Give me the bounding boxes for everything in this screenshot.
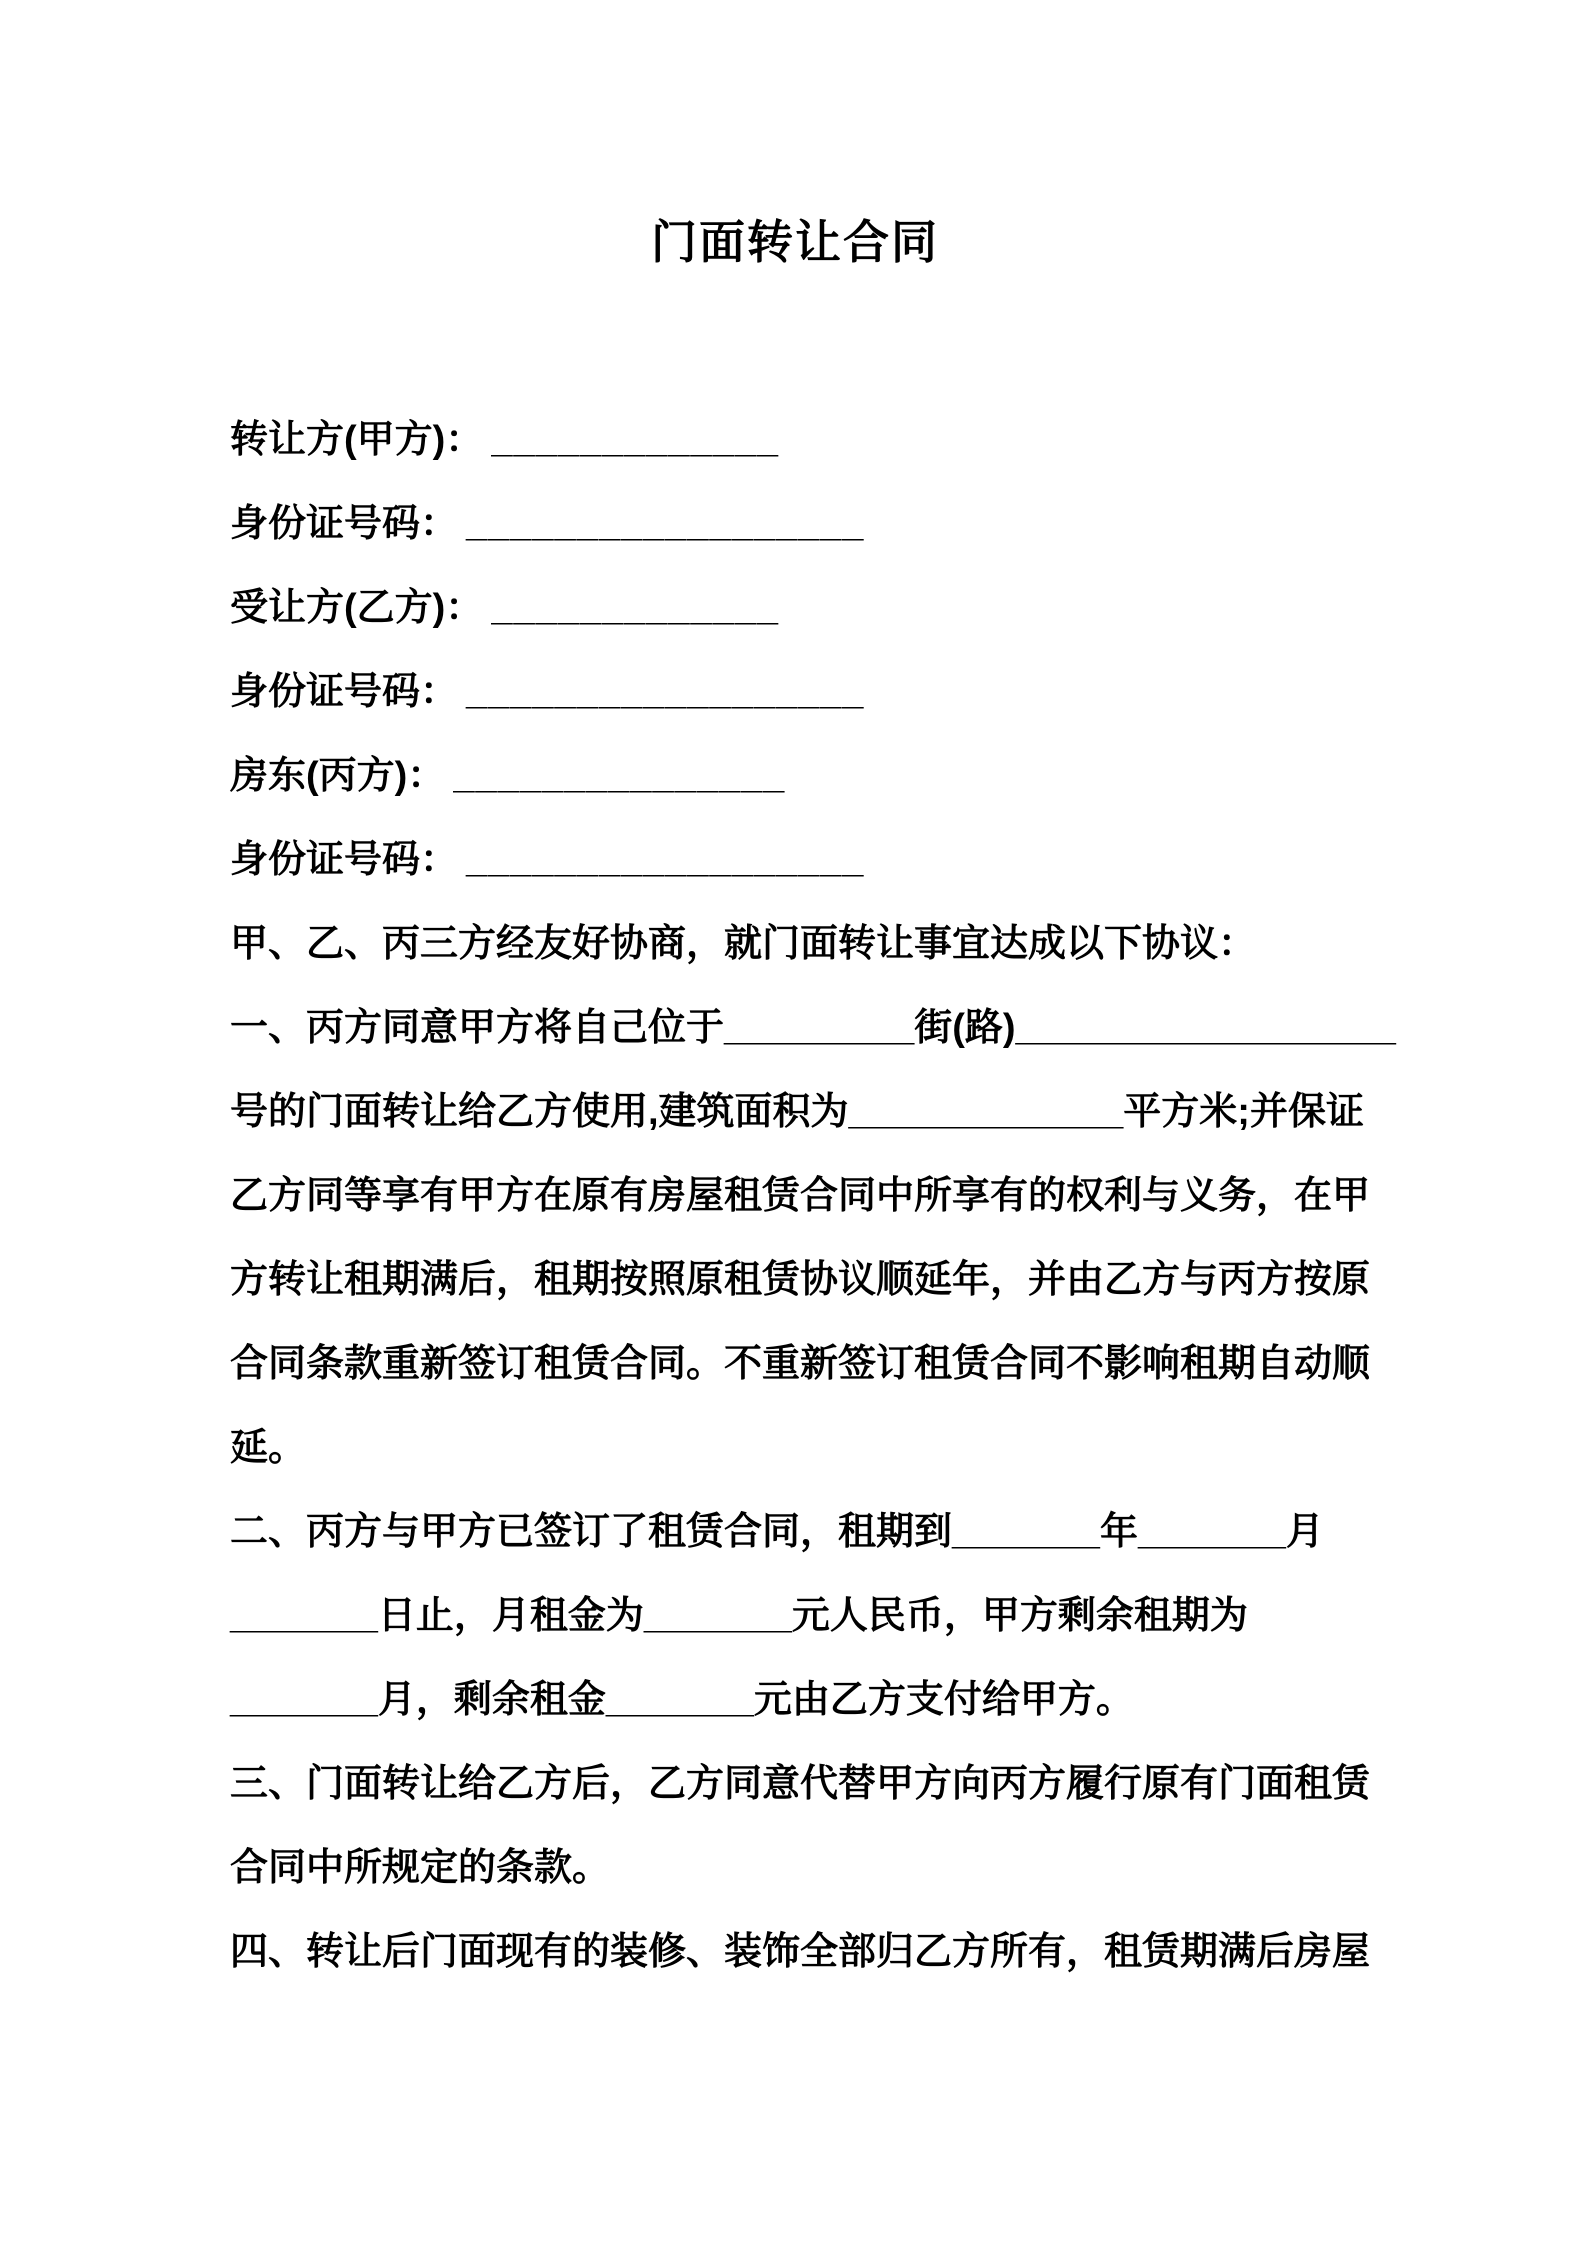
clause-2-line-1: 二、丙方与甲方已签订了租赁合同，租期到_______年_______月: [230, 1511, 1324, 1553]
field-label: 身份证号码：: [230, 503, 459, 545]
clause-2-line-2: _______日止，月租金为_______元人民币，甲方剩余租期为: [230, 1595, 1248, 1637]
field-transferor-party-a: [230, 398, 1360, 482]
clause-3-line-1: 三、门面转让给乙方后，乙方同意代替甲方向丙方履行原有门面租赁: [230, 1763, 1371, 1805]
field-id-number-party-a: [230, 482, 1360, 566]
field-blank-line: _____________: [491, 587, 780, 629]
field-blank-line: _______________: [453, 755, 786, 797]
preamble-text: 甲、乙、丙三方经友好协商，就门面转让事宜达成以下协议：: [230, 923, 1257, 965]
clause-1-line-5: 合同条款重新签订租赁合同。不重新签订租赁合同不影响租期自动顺: [230, 1343, 1371, 1385]
clause-4-line-1: 四、转让后门面现有的装修、装饰全部归乙方所有，租赁期满后房屋: [230, 1931, 1371, 1973]
field-label: 身份证号码：: [230, 839, 459, 881]
clause-1-line-6: 延。: [230, 1427, 307, 1469]
field-blank-line: __________________: [466, 503, 865, 545]
field-blank-line: _____________: [491, 419, 780, 461]
clause-1-line-2: 号的门面转让给乙方使用,建筑面积为_____________平方米;并保证: [230, 1091, 1364, 1133]
field-id-number-party-c: [230, 818, 1360, 902]
field-label: 身份证号码：: [230, 671, 459, 713]
clause-1-line-4: 方转让租期满后，租期按照原租赁协议顺延年，并由乙方与丙方按原: [230, 1259, 1371, 1301]
field-label: 房东(丙方)：: [230, 755, 446, 797]
clause-3-line-2: 合同中所规定的条款。: [230, 1847, 611, 1889]
field-id-number-party-b: [230, 650, 1360, 734]
field-transferee-party-b: [230, 566, 1360, 650]
clause-1-line-1: 一、丙方同意甲方将自己位于_________街(路)__________________: [230, 1007, 1396, 1049]
clause-2-line-3: _______月，剩余租金_______元由乙方支付给甲方。: [230, 1679, 1134, 1721]
field-blank-line: __________________: [466, 671, 865, 713]
field-blank-line: __________________: [466, 839, 865, 881]
clause-1-line-3: 乙方同等享有甲方在原有房屋租赁合同中所享有的权利与义务，在甲: [230, 1175, 1371, 1217]
field-landlord-party-c: [230, 734, 1360, 818]
field-label: 受让方(乙方)：: [230, 587, 484, 629]
page-title: 门面转让合同: [651, 216, 939, 268]
field-label: 转让方(甲方)：: [230, 419, 484, 461]
